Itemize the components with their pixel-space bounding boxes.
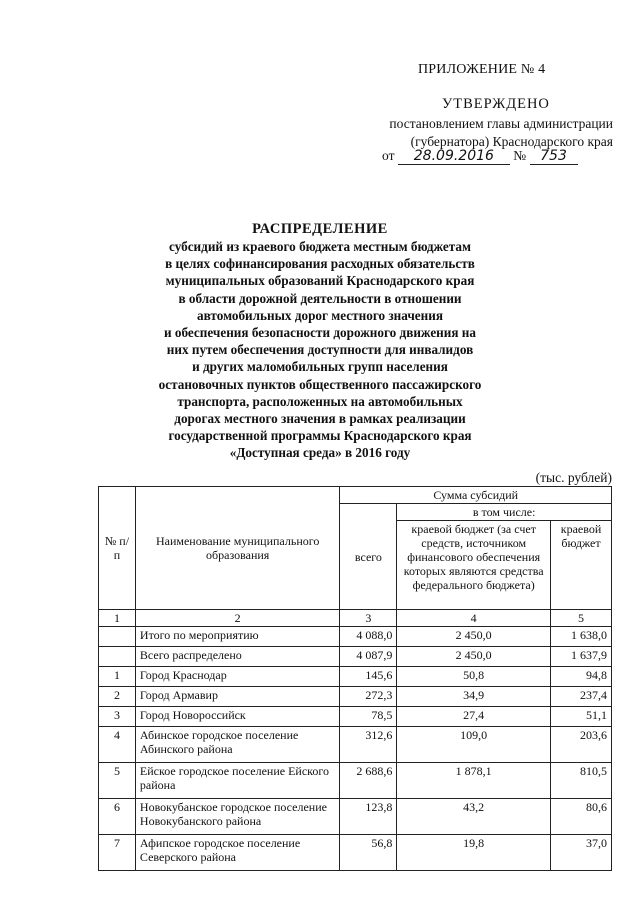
header-row: [99, 487, 612, 504]
row-fed: 34,9: [397, 687, 551, 707]
row-reg: 1 638,0: [551, 627, 612, 647]
title-line: в области дорожной деятельности в отношении: [178, 290, 462, 306]
row-name: Афипское городское поселение Северского района: [135, 835, 340, 871]
row-name: Город Армавир: [135, 687, 340, 707]
row-name: Абинское городское поселение Абинского района: [135, 727, 340, 763]
header-sum: Сумма субсидий: [340, 487, 612, 504]
row-fed: 27,4: [397, 707, 551, 727]
col-number: 2: [135, 610, 340, 627]
title-line: и обеспечения безопасности дорожного движения на: [164, 325, 476, 341]
table-row: [99, 799, 612, 835]
title-line: автомобильных дорог местного значения: [197, 307, 443, 323]
row-num: [99, 647, 136, 667]
row-total: 123,8: [340, 799, 397, 835]
table-row: [99, 835, 612, 871]
table-row: [99, 667, 612, 687]
row-total: 56,8: [340, 835, 397, 871]
row-fed: 2 450,0: [397, 647, 551, 667]
title-line: дорогах местного значения в рамках реализации: [174, 411, 466, 427]
subsidy-table: [98, 486, 612, 871]
row-num: 6: [99, 799, 136, 835]
col-number: 1: [99, 610, 136, 627]
title-line: государственной программы Краснодарского края: [168, 428, 472, 444]
title-line: остановочных пунктов общественного пассажирского: [158, 376, 482, 392]
row-fed: 109,0: [397, 727, 551, 763]
table-row: [99, 647, 612, 667]
row-num: 5: [99, 763, 136, 799]
row-total: 78,5: [340, 707, 397, 727]
row-num: 4: [99, 727, 136, 763]
row-fed: 2 450,0: [397, 627, 551, 647]
row-fed: 1 878,1: [397, 763, 551, 799]
row-name: Новокубанское городское поселение Новокубанского района: [135, 799, 340, 835]
table-row: [99, 763, 612, 799]
title-line: субсидий из краевого бюджета местным бюджетам: [169, 239, 471, 254]
row-num: 7: [99, 835, 136, 871]
col-number: 3: [340, 610, 397, 627]
title-line: и других маломобильных групп населения: [192, 359, 448, 375]
decree-line-2: (губернатора) Краснодарского края: [410, 134, 613, 149]
row-reg: 203,6: [551, 727, 612, 763]
header-num: № п/п: [99, 487, 136, 610]
row-reg: 80,6: [551, 799, 612, 835]
row-name: Город Новороссийск: [135, 707, 340, 727]
decree-date: 28.09.2016: [398, 148, 510, 165]
row-name: Ейское городское поселение Ейского района: [135, 763, 340, 799]
row-reg: 37,0: [551, 835, 612, 871]
from-label: от: [382, 148, 395, 163]
decree-date-number: [382, 148, 578, 165]
appendix-label: ПРИЛОЖЕНИЕ № 4: [418, 62, 546, 77]
row-fed: 50,8: [397, 667, 551, 687]
header-name: Наименование муниципального образования: [135, 487, 340, 610]
title-line: них путем обеспечения доступности для инвалидов: [166, 342, 474, 358]
row-name: Всего распределено: [135, 647, 340, 667]
title-main: РАСПРЕДЕЛЕНИЕ: [252, 221, 388, 237]
row-total: 312,6: [340, 727, 397, 763]
number-label: №: [513, 148, 527, 163]
header-total: всего: [340, 504, 397, 610]
row-num: [99, 627, 136, 647]
row-name: Итого по мероприятию: [135, 627, 340, 647]
units-label: (тыс. рублей): [535, 470, 612, 485]
col-number: 5: [551, 610, 612, 627]
table-row: [99, 707, 612, 727]
col-number: 4: [397, 610, 551, 627]
title-line: муниципальных образований Краснодарского края: [165, 273, 475, 289]
row-num: 2: [99, 687, 136, 707]
title-line: «Доступная среда» в 2016 году: [229, 445, 411, 461]
row-fed: 19,8: [397, 835, 551, 871]
table-row: [99, 627, 612, 647]
table-row: [99, 687, 612, 707]
row-total: 4 088,0: [340, 627, 397, 647]
row-name: Город Краснодар: [135, 667, 340, 687]
decree-line-1: постановлением главы администрации: [389, 116, 613, 131]
row-num: 3: [99, 707, 136, 727]
header-regional: краевой бюджет: [551, 521, 612, 610]
document-title: [130, 220, 510, 462]
row-reg: 810,5: [551, 763, 612, 799]
row-total: 145,6: [340, 667, 397, 687]
row-fed: 43,2: [397, 799, 551, 835]
header-including: в том числе:: [397, 504, 612, 521]
row-num: 1: [99, 667, 136, 687]
row-reg: 94,8: [551, 667, 612, 687]
title-line: в целях софинансирования расходных обязательств: [165, 256, 475, 272]
title-line: транспорта, расположенных на автомобильных: [177, 393, 463, 409]
approved-label: УТВЕРЖДЕНО: [442, 96, 550, 112]
decree-number: 753: [530, 148, 578, 165]
row-total: 272,3: [340, 687, 397, 707]
row-reg: 51,1: [551, 707, 612, 727]
row-reg: 1 637,9: [551, 647, 612, 667]
row-reg: 237,4: [551, 687, 612, 707]
table-row: [99, 727, 612, 763]
header-regional-federal: краевой бюджет (за счет средств, источником финансового обеспечения которых являются средства федерального бюджета): [397, 521, 551, 610]
row-total: 2 688,6: [340, 763, 397, 799]
column-number-row: [99, 610, 612, 627]
row-total: 4 087,9: [340, 647, 397, 667]
